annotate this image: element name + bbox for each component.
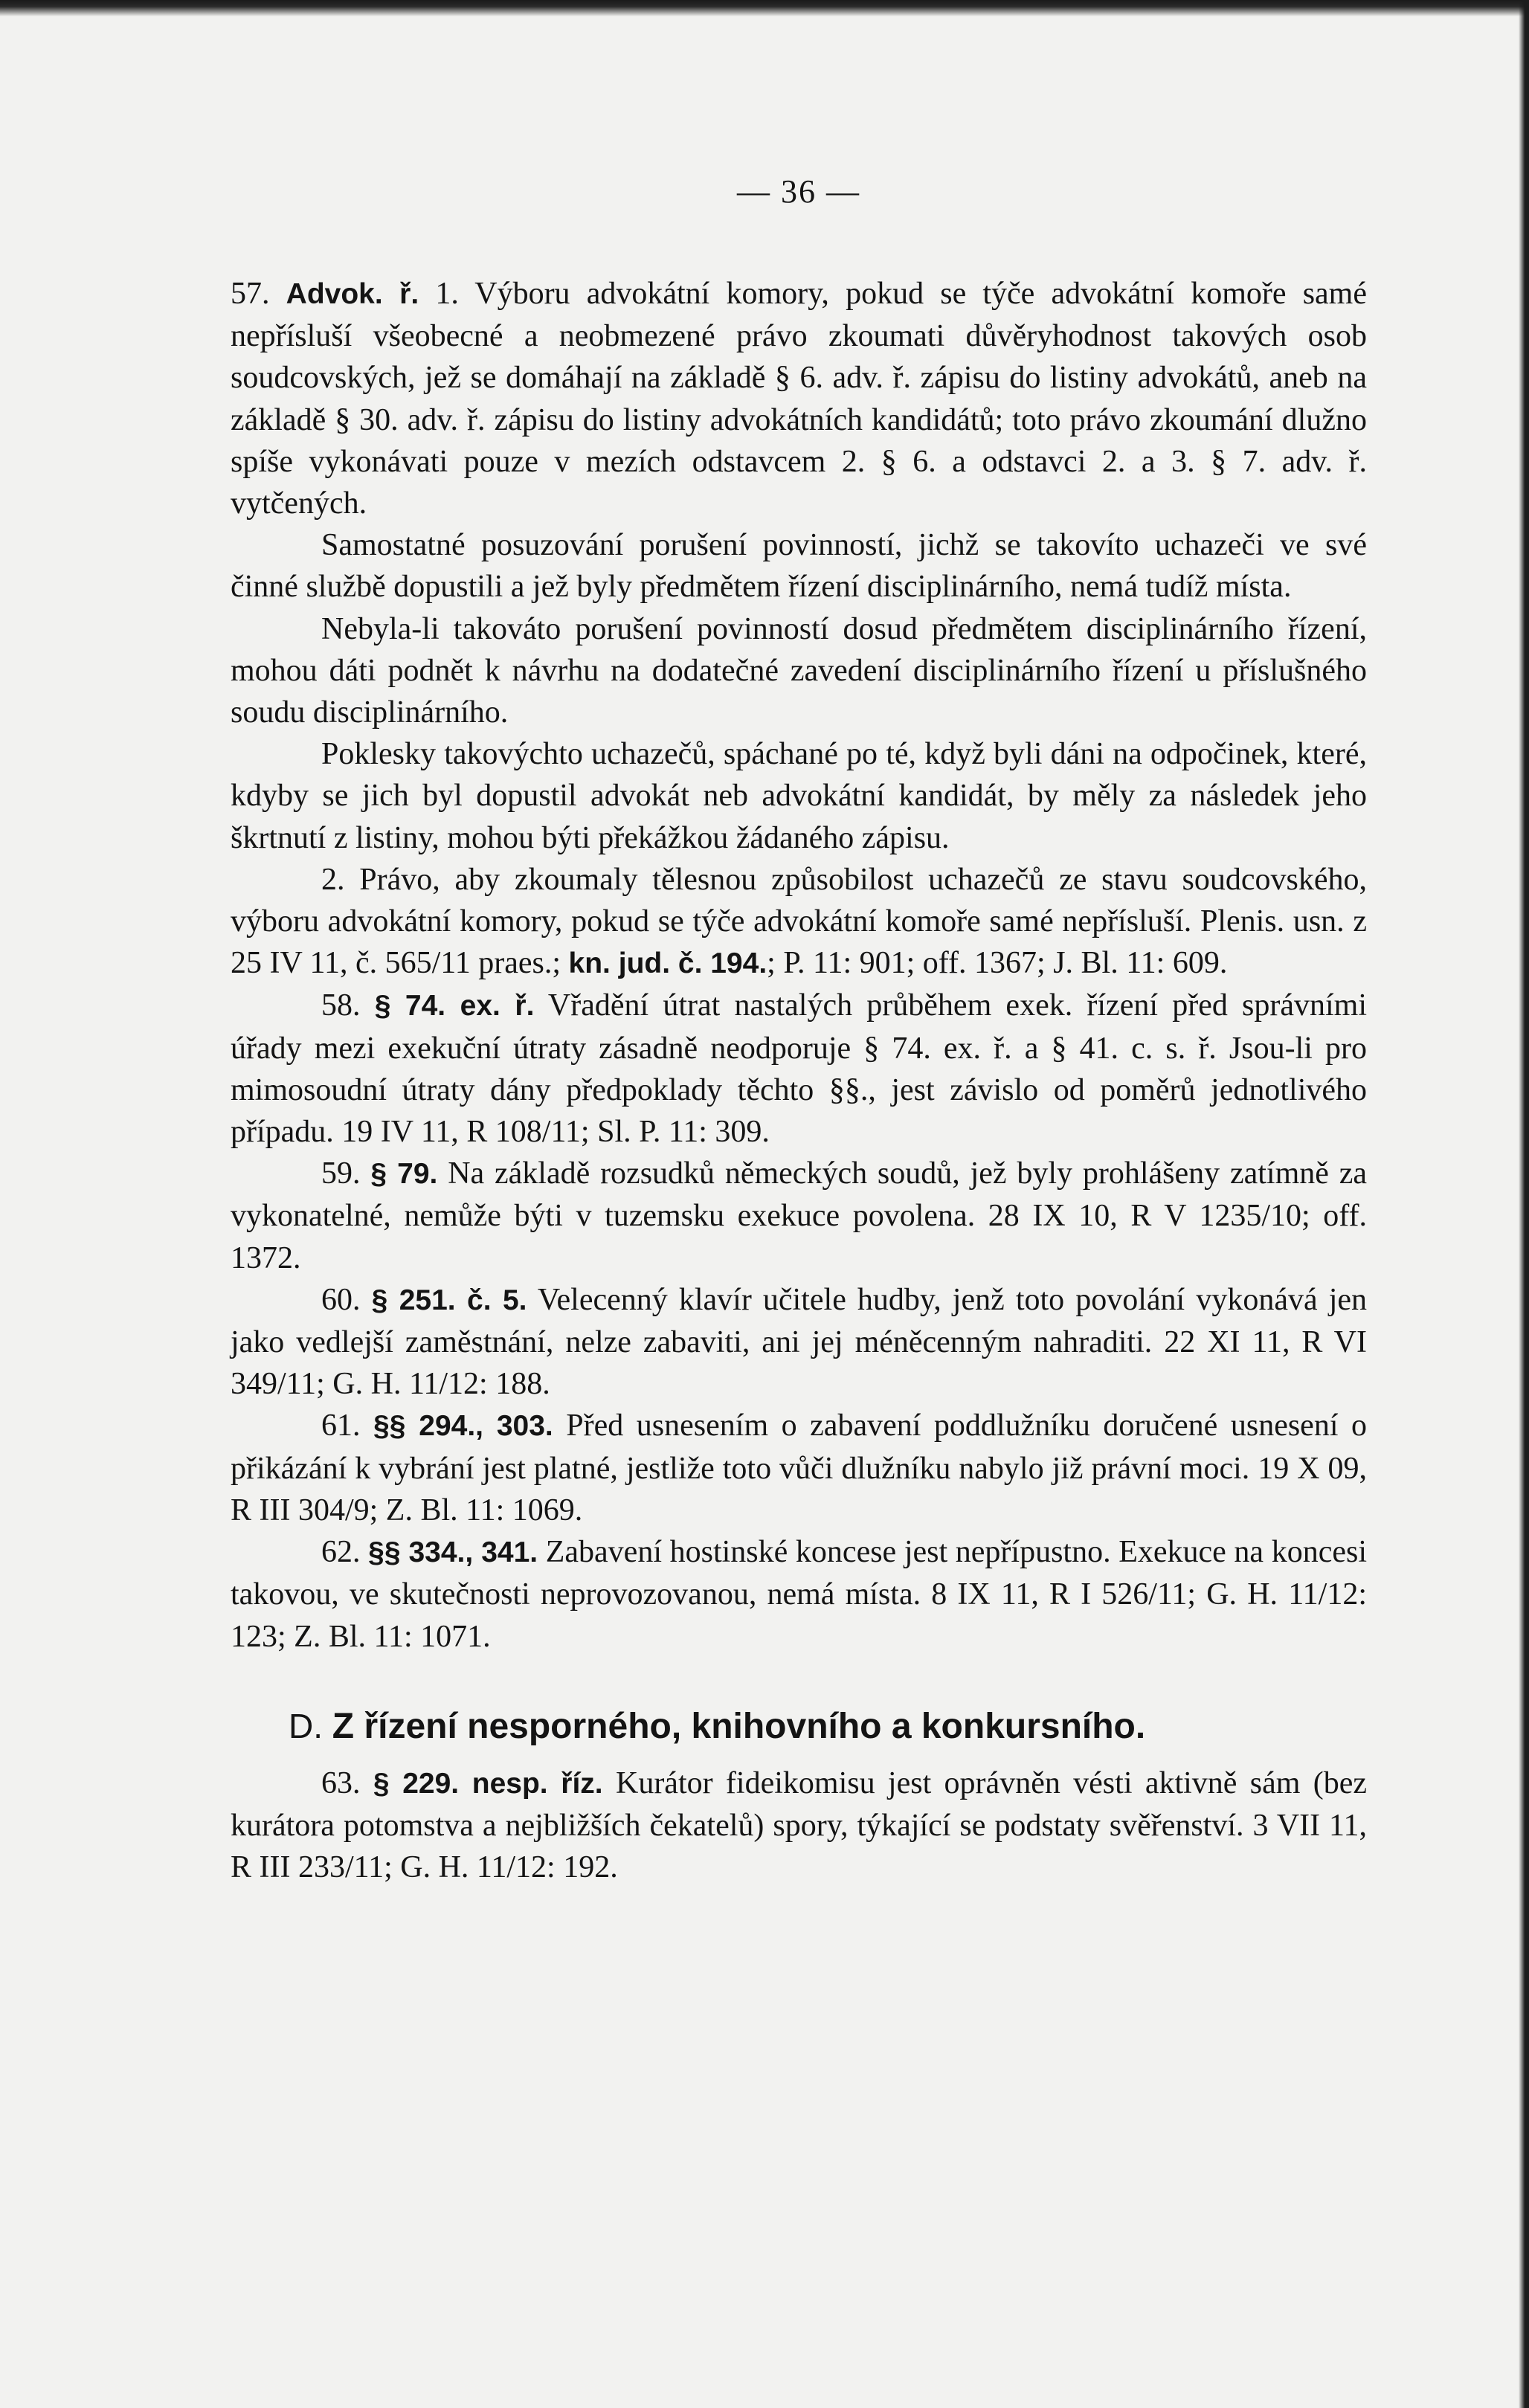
entry-62-ref: §§ 334., 341. [368,1536,538,1569]
page-number: — 36 — [737,173,860,210]
section-heading-title: Z řízení nesporného, knihovního a konkursního. [332,1706,1146,1746]
entry-59: 59. § 79. Na základě rozsudků německých soudů, jež byly prohlášeny zatímně za vykonatelné, nemůže býti v tuzemsku exekuce povolena. 28 IX 10, R V 1235/10; off. 1372. [231,1156,1367,1275]
entry-59-ref: § 79. [370,1158,438,1191]
entry-61: 61. §§ 294., 303. Před usnesením o zabavení poddlužníku doručené usnesení o přikázání k vybrání jest platné, jestliže toto vůči dlužníku nabylo již právní moci. 19 X 09, R III 304/9; Z. Bl. 11: 1069. [231,1409,1368,1527]
entry-60: 60. § 251. č. 5. Velecenný klavír učitele hudby, jenž toto povolání vykonává jen jako vedlejší zaměstnání, nelze zabaviti, ani jej méněcenným nahraditi. 22 XI 11, R VI 349/11; G. H. 11/12: 188. [231,1282,1368,1402]
entry-58-ref: § 74. ex. ř. [374,990,535,1023]
entry-57-ref: Advok. ř. [286,278,419,310]
scan-edge-top [0,0,1529,16]
entry-58: 58. § 74. ex. ř. Vřadění útrat nastalých průběhem exek. řízení před správními úřady mezi exekuční útraty zásadně neodporuje § 74. ex. ř. a § 41. c. s. ř. Jsou-li pro mimosoudní útraty dány předpoklady těchto §§., jest závislo od poměrů jednotlivého případu. 19 IV 11, R 108/11; Sl. P. 11: 309. [231,988,1368,1150]
section-heading-d: D. Z řízení nesporného, knihovního a konkursního. [289,1706,1146,1746]
scan-edge-right [1519,0,1529,2408]
entry-57-citation: kn. jud. č. 194. [568,947,767,980]
page-text [231,173,1367,1888]
entry-60-ref: § 251. č. 5. [371,1284,527,1316]
entry-62: 62. §§ 334., 341. Zabavení hostinské koncese jest nepřípustno. Exekuce na koncesi takovou, ve skutečnosti neprovozovanou, nemá místa. 8 IX 11, R I 526/11; G. H. 11/12: 123; Z. Bl. 11: 1071. [231,1535,1368,1654]
entry-63-ref: § 229. nesp. říz. [373,1767,603,1800]
entry-61-ref: §§ 294., 303. [373,1410,553,1443]
entry-57-paragraph-5: 2. Právo, aby zkoumaly tělesnou způsobilost uchazečů ze stavu soudcovského, výboru advokátní komory, pokud se týče advokátní komoře samé nepřísluší. Plenis. usn. z 25 IV 11, č. 565/11 praes.; kn. jud. č. 194.; P. 11: 901; off. 1367; J. Bl. 11: 609. [231,862,1367,981]
entry-63: 63. § 229. nesp. říz. Kurátor fideikomisu jest oprávněn vésti aktivně sám (bez kurátora potomstva a nejbližších čekatelů) spory, týkající se podstaty svěřenství. 3 VII 11, R III 233/11; G. H. 11/12: 192. [231,1765,1368,1885]
entry-57-paragraph-3: Nebyla-li takováto porušení povinností dosud předmětem disciplinárního řízení, mohou dáti podnět k návrhu na dodatečné zavedení disciplinárního řízení u příslušného soudu disciplinárního. [231,611,1367,730]
entry-57-paragraph-4: Poklesky takovýchto uchazečů, spáchané po té, když byli dáni na odpočinek, které, kdyby se jich byl dopustil advokát neb advokátní kandidát, by měly za následek jeho škrtnutí z listiny, mohou býti překážkou žádaného zápisu. [231,737,1367,855]
entry-57: 57. Advok. ř. 1. Výboru advokátní komory, pokud se týče advokátní komoře samé nepřísluší všeobecné a neobmezené právo zkoumati důvěryhodnost takových osob soudcovských, jež se domáhají na základě § 6. adv. ř. zápisu do listiny advokátů, aneb na základě § 30. adv. ř. zápisu do listiny advokátních kandidátů; toto právo zkoumání dlužno spíše vykonávati pouze v mezích odstavcem 2. § 6. a odstavci 2. a 3. § 7. adv. ř. vytčených. [231,277,1367,521]
entry-57-paragraph-2: Samostatné posuzování porušení povinností, jichž se takovíto uchazeči ve své činné službě dopustili a jež byly předmětem řízení disciplinárního, nemá tudíž místa. [231,528,1367,605]
